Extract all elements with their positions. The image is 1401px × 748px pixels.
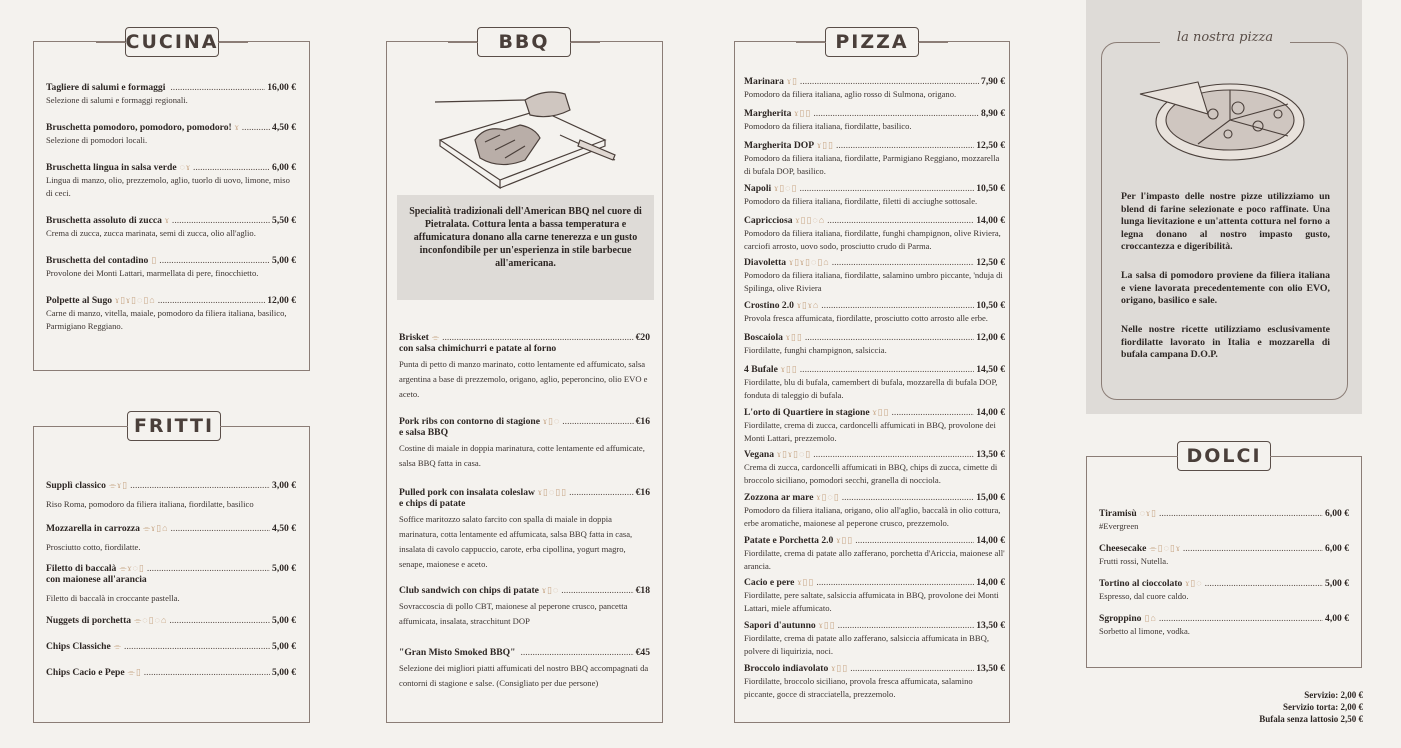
- item-price: 12,00 €: [976, 332, 1005, 343]
- item-name: Sgroppino: [1099, 613, 1142, 624]
- bbq-item: [399, 332, 650, 402]
- item-description: Carne di manzo, vitella, maiale, pomodoro da filiera italiana, basilico, Parmigiano Reggiano.: [46, 308, 287, 331]
- item-price: 5,00 €: [272, 667, 296, 678]
- dietary-icons: ⌯▯◌▯ɤ: [1149, 543, 1181, 553]
- item-price: 5,00 €: [272, 615, 296, 626]
- item-price: €20: [635, 332, 650, 343]
- item-line: [1099, 613, 1349, 624]
- pizza-item: [744, 535, 1005, 572]
- item-name: Crostino 2.0: [744, 300, 794, 311]
- item-line: [399, 416, 650, 427]
- item-name: Filetto di baccalà: [46, 563, 117, 574]
- pizza-item: [744, 364, 1005, 401]
- item-line: [1099, 543, 1349, 554]
- item-name: Capricciosa: [744, 215, 793, 226]
- item-price: 6,00 €: [1325, 508, 1349, 519]
- dot-leader: [520, 647, 633, 658]
- dot-leader: [855, 535, 974, 546]
- item-name: Tortino al cioccolato: [1099, 578, 1183, 589]
- item-price: 14,00 €: [976, 535, 1005, 546]
- item-line: [46, 563, 296, 574]
- dietary-icons: ɤ▯◌▯: [816, 492, 840, 502]
- item-line: [744, 108, 1005, 119]
- dot-leader: [813, 108, 979, 119]
- item-line: [744, 449, 1005, 460]
- item-name: Bruschetta pomodoro, pomodoro, pomodoro!: [46, 122, 232, 133]
- item-name: Chips Cacio e Pepe: [46, 667, 125, 678]
- dietary-icons: ɤ▯◌: [541, 585, 560, 595]
- nostra-pizza-paragraph-1: Per l'impasto delle nostre pizze utilizziamo un blend di farine selezionate e poco raffinate. Una lunga lievitazione e un'attenta cottura nel forno a legna donano al nostro impasto gusto, croccantezza e digeribilità.: [1121, 191, 1330, 253]
- dot-leader: [842, 492, 975, 503]
- fritti-item: [46, 667, 296, 678]
- item-name: 4 Bufale: [744, 364, 778, 375]
- item-line: [1099, 508, 1349, 519]
- dietary-icons: ▯⌂: [1144, 613, 1157, 623]
- item-line: [46, 255, 296, 266]
- dietary-icons: ɤ▯▯: [836, 535, 854, 545]
- dot-leader: [171, 523, 271, 534]
- item-name: Margherita DOP: [744, 140, 815, 151]
- dolci-item: [1099, 508, 1349, 533]
- dietary-icons: ɤ▯▯: [817, 140, 834, 150]
- item-description: Fiordilatte, crema di patate allo zafferano, salsiccia affumicata in BBQ, polvere di liquirizia, noci.: [744, 633, 989, 656]
- item-name: Broccolo indiavolato: [744, 663, 829, 674]
- item-description: Filetto di baccalà in croccante pastella.: [46, 593, 180, 603]
- dietary-icons: ɤ▯ɤ⌂: [796, 300, 820, 310]
- bbq-item: [399, 416, 650, 471]
- pizza-item: [744, 300, 1005, 325]
- item-price: 12,50 €: [976, 140, 1005, 151]
- pizza-item: [744, 332, 1005, 357]
- item-subtitle: e salsa BBQ: [399, 427, 449, 438]
- item-description: Selezione dei migliori piatti affumicati del nostro BBQ accompagnati da contorni di stagione e salse. (Consigliato per due persone): [399, 663, 649, 688]
- bbq-illustration: [430, 80, 620, 190]
- item-description: Sovraccoscia di pollo CBT, maionese al peperone crusco, pancetta affumicata, insalata, stracchitunt DOP: [399, 601, 628, 626]
- item-description: Fiordilatte, pere saltate, salsiccia affumicata in BBQ, provolone dei Monti Lattari, miele affumicato.: [744, 590, 999, 613]
- pizza-title: PIZZA: [825, 27, 919, 57]
- item-price: 3,00 €: [272, 480, 296, 491]
- dot-leader: [562, 416, 633, 427]
- item-line: [744, 492, 1005, 503]
- dot-leader: [813, 449, 974, 460]
- item-line: [46, 480, 296, 491]
- item-line: [46, 523, 296, 534]
- item-price: 4,00 €: [1325, 613, 1349, 624]
- item-description: Pomodoro da filiera italiana, fiordilatte, Parmigiano Reggiano, mozzarella di bufala DOP, basilico.: [744, 153, 1000, 176]
- bbq-item: [399, 487, 650, 572]
- dietary-icons: ɤ▯ɤ▯◌▯⌂: [789, 257, 830, 267]
- item-name: Cheesecake: [1099, 543, 1147, 554]
- item-price: 7,90 €: [981, 76, 1005, 87]
- item-description: Selezione di salumi e formaggi regionali.: [46, 95, 188, 105]
- item-price: 5,00 €: [1325, 578, 1349, 589]
- dot-leader: [850, 663, 974, 674]
- dot-leader: [832, 257, 975, 268]
- item-line: [46, 162, 296, 173]
- dolci-item: [1099, 613, 1349, 638]
- dot-leader: [821, 300, 974, 311]
- pizza-item: [744, 140, 1005, 177]
- pizza-item: [744, 108, 1005, 133]
- item-price: 5,00 €: [272, 563, 296, 574]
- item-line: [46, 215, 296, 226]
- dietary-icons: ɤ▯◌: [1185, 578, 1203, 588]
- item-price: €16: [635, 487, 650, 498]
- item-description: Pomodoro da filiera italiana, fiordilatte, funghi champignon, olive Riviera, carciofi arrosto, uovo sodo, prosciutto crudo di Parma.: [744, 228, 1001, 251]
- item-price: 6,00 €: [272, 162, 296, 173]
- dietary-icons: ɤ▯ɤ▯◌▯: [777, 449, 812, 459]
- item-price: €18: [635, 585, 650, 596]
- dot-leader: [172, 215, 270, 226]
- item-line: [46, 667, 296, 678]
- dietary-icons: ⌯▯: [127, 667, 142, 677]
- item-price: 14,50 €: [976, 364, 1005, 375]
- item-price: €45: [635, 647, 650, 658]
- item-name: Marinara: [744, 76, 784, 87]
- item-description: Pomodoro da filiera italiana, fiordilatte, filetti di acciughe sottosale.: [744, 196, 978, 206]
- item-description: Riso Roma, pomodoro da filiera italiana, fiordilatte, basilico: [46, 499, 254, 509]
- item-price: 10,50 €: [976, 300, 1005, 311]
- item-name: Nuggets di porchetta: [46, 615, 132, 626]
- fritti-item: [46, 615, 296, 626]
- dietary-icons: ⌯ɤ◌▯: [119, 563, 145, 573]
- item-price: 13,50 €: [976, 449, 1005, 460]
- dot-leader: [1159, 613, 1323, 624]
- dot-leader: [569, 487, 633, 498]
- dot-leader: [1205, 578, 1323, 589]
- item-description: Pomodoro da filiera italiana, fiordilatte, salamino umbro piccante, 'nduja di Spilinga, olive Riviera: [744, 270, 1003, 293]
- item-line: [46, 295, 296, 306]
- item-name: Patate e Porchetta 2.0: [744, 535, 834, 546]
- item-name: Pork ribs con contorno di stagione: [399, 416, 540, 427]
- item-line: [744, 140, 1005, 151]
- item-line: [744, 76, 1005, 87]
- item-price: 6,00 €: [1325, 543, 1349, 554]
- dot-leader: [838, 620, 975, 631]
- dot-leader: [836, 140, 974, 151]
- item-name: Zozzona ar mare: [744, 492, 814, 503]
- item-line: [399, 487, 650, 498]
- dietary-icons: ɤ▯▯: [872, 407, 890, 417]
- pizza-item: [744, 577, 1005, 614]
- item-description: Punta di petto di manzo marinato, cotto lentamente ed affumicato, salsa argentina a base di prezzemolo, origano, aglio, peperoncino, olio EVO e aceto.: [399, 359, 648, 399]
- item-line: [1099, 578, 1349, 589]
- bbq-item: [399, 647, 650, 691]
- item-description: Fiordilatte, funghi champignon, salsiccia.: [744, 345, 887, 355]
- dot-leader: [124, 641, 270, 652]
- dot-leader: [169, 615, 270, 626]
- item-description: Pomodoro da filiera italiana, origano, olio all'aglio, baccalà in olio cottura, erbe aromatiche, maionese al peperone crusco, prezzemolo.: [744, 505, 1001, 528]
- cucina-item: [46, 122, 296, 147]
- dot-leader: [147, 563, 270, 574]
- fritti-item: [46, 523, 296, 554]
- dot-leader: [800, 364, 974, 375]
- dietary-icons: ◌ɤ: [179, 162, 191, 172]
- item-line: [399, 332, 650, 343]
- nostra-pizza-paragraph-2: La salsa di pomodoro proviene da filiera italiana e viene lavorata precedentemente con olio EVO, origano, basilico e sale.: [1121, 270, 1330, 307]
- item-line: [744, 215, 1005, 226]
- dietary-icons: ɤ▯▯: [794, 108, 812, 118]
- item-line: [744, 332, 1005, 343]
- pizza-illustration: [1138, 74, 1310, 166]
- dot-leader: [561, 585, 633, 596]
- bbq-title: BBQ: [477, 27, 571, 57]
- pizza-item: [744, 449, 1005, 486]
- item-name: Boscaiola: [744, 332, 783, 343]
- item-description: Frutti rossi, Nutella.: [1099, 556, 1169, 566]
- item-price: 4,50 €: [272, 122, 296, 133]
- item-price: 12,00 €: [267, 295, 296, 306]
- item-line: [744, 364, 1005, 375]
- item-description: Soffice maritozzo salato farcito con spalla di maiale in doppia marinatura, cotta lentamente ed affumicata, salsa BBQ fatta in casa, insalata di cavolo cappuccio, carote, erba cipollina, yogurt magro, senape, maionese e aceto.: [399, 514, 633, 569]
- item-description: Fiordilatte, crema di zucca, cardoncelli affumicati in BBQ, provolone dei Monti Lattari, prezzemolo.: [744, 420, 996, 443]
- dietary-icons: ɤ▯◌: [542, 416, 561, 426]
- item-description: Costine di maiale in doppia marinatura, cotte lentamente ed affumicate, salsa BBQ fatta in casa.: [399, 443, 645, 468]
- pizza-item: [744, 183, 1005, 208]
- item-description: Pomodoro da filiera italiana, fiordilatte, basilico.: [744, 121, 912, 131]
- dietary-icons: ɤ▯◌▯: [774, 183, 798, 193]
- dot-leader: [442, 332, 634, 343]
- item-line: [744, 300, 1005, 311]
- dolci-title: DOLCI: [1177, 441, 1271, 471]
- item-description: Provolone dei Monti Lattari, marmellata di pere, finocchietto.: [46, 268, 259, 278]
- item-name: Bruschetta del contadino: [46, 255, 149, 266]
- item-price: 14,00 €: [976, 407, 1005, 418]
- item-line: [46, 641, 296, 652]
- dietary-icons: ⌯: [113, 641, 122, 651]
- item-description: Prosciutto cotto, fiordilatte.: [46, 542, 141, 552]
- dot-leader: [892, 407, 975, 418]
- cucina-item: [46, 162, 296, 199]
- item-description: Fiordilatte, crema di patate allo zafferano, porchetta d'Ariccia, maionese all' arancia.: [744, 548, 1005, 571]
- item-name: Diavoletta: [744, 257, 787, 268]
- dietary-icons: ⌯: [431, 332, 441, 342]
- item-name: Margherita: [744, 108, 792, 119]
- item-line: [399, 647, 650, 658]
- pizza-item: [744, 620, 1005, 657]
- cucina-item: [46, 82, 296, 107]
- dietary-icons: ɤ▯ɤ▯◌▯⌂: [115, 295, 156, 305]
- item-name: Tiramisù: [1099, 508, 1137, 519]
- dolci-item: [1099, 543, 1349, 568]
- item-description: Lingua di manzo, olio, prezzemolo, aglio, tuorlo di uovo, limone, miso di ceci.: [46, 175, 290, 198]
- item-price: 16,00 €: [267, 82, 296, 93]
- dietary-icons: ɤ: [164, 215, 170, 225]
- item-name: Napoli: [744, 183, 772, 194]
- item-description: Crema di zucca, zucca marinata, semi di zucca, olio all'aglio.: [46, 228, 256, 238]
- item-name: Bruschetta assoluto di zucca: [46, 215, 162, 226]
- item-line: [744, 183, 1005, 194]
- dietary-icons: ɤ▯◌▯▯: [537, 487, 568, 497]
- item-name: Brisket: [399, 332, 429, 343]
- item-line: [744, 663, 1005, 674]
- item-description: #Evergreen: [1099, 521, 1139, 531]
- item-name: Pulled pork con insalata coleslaw: [399, 487, 535, 498]
- dietary-icons: ɤ▯▯: [785, 332, 803, 342]
- fritti-item: [46, 563, 296, 605]
- dietary-icons: ⌯ɤ▯⌂: [142, 523, 169, 533]
- dot-leader: [130, 480, 270, 491]
- dot-leader: [827, 215, 974, 226]
- dietary-icons: ⌯◌▯◌⌂: [134, 615, 168, 625]
- cucina-item: [46, 215, 296, 240]
- dot-leader: [242, 122, 270, 133]
- dot-leader: [159, 255, 270, 266]
- item-name: Polpette al Sugo: [46, 295, 113, 306]
- item-price: 13,50 €: [976, 663, 1005, 674]
- dietary-icons: ◌ɤ▯: [1139, 508, 1157, 518]
- bbq-intro: Specialità tradizionali dell'American BBQ nel cuore di Pietralata. Cottura lenta a bassa temperatura e affumicatura donano alla carne tenerezza e un gusto inconfondibile per un'esperienza in stile barbecue all'americana.: [397, 195, 654, 300]
- item-price: 13,50 €: [976, 620, 1005, 631]
- item-subtitle: con salsa chimichurri e patate al forno: [399, 343, 557, 354]
- item-description: Pomodoro da filiera italiana, aglio rosso di Sulmona, origano.: [744, 89, 957, 99]
- pizza-item: [744, 663, 1005, 700]
- item-name: Supplì classico: [46, 480, 106, 491]
- cucina-item: [46, 255, 296, 280]
- item-price: 4,50 €: [272, 523, 296, 534]
- item-line: [744, 257, 1005, 268]
- item-description: Fiordilatte, blu di bufala, camembert di bufala, mozzarella di bufala DOP, fonduta di taleggio di bufala.: [744, 377, 998, 400]
- item-description: Selezione di pomodori locali.: [46, 135, 148, 145]
- dot-leader: [816, 577, 974, 588]
- item-price: 12,50 €: [976, 257, 1005, 268]
- item-line: [46, 122, 296, 133]
- item-price: 5,50 €: [272, 215, 296, 226]
- item-line: [744, 577, 1005, 588]
- nostra-pizza-title: la nostra pizza: [1160, 30, 1290, 45]
- dolci-item: [1099, 578, 1349, 603]
- item-price: 10,50 €: [976, 183, 1005, 194]
- item-line: [46, 615, 296, 626]
- item-line: [399, 585, 650, 596]
- dietary-icons: ɤ▯▯: [831, 663, 849, 673]
- dot-leader: [158, 295, 266, 306]
- pizza-item: [744, 215, 1005, 252]
- dietary-icons: ɤ: [234, 122, 240, 132]
- item-price: 14,00 €: [976, 577, 1005, 588]
- pizza-item: [744, 257, 1005, 294]
- item-name: Chips Classiche: [46, 641, 111, 652]
- item-line: [744, 535, 1005, 546]
- dot-leader: [800, 76, 979, 87]
- item-price: 14,00 €: [976, 215, 1005, 226]
- item-line: [744, 407, 1005, 418]
- fritti-item: [46, 641, 296, 652]
- cucina-item: [46, 295, 296, 332]
- dietary-icons: ɤ▯▯◌⌂: [795, 215, 826, 225]
- item-name: Tagliere di salumi e formaggi: [46, 82, 166, 93]
- item-description: Espresso, dal cuore caldo.: [1099, 591, 1189, 601]
- item-price: 15,00 €: [976, 492, 1005, 503]
- pizza-item: [744, 407, 1005, 444]
- fritti-item: [46, 480, 296, 511]
- item-name: Mozzarella in carrozza: [46, 523, 140, 534]
- item-price: 5,00 €: [272, 641, 296, 652]
- item-description: Fiordilatte, broccolo siciliano, provola fresca affumicata, salamino piccante, gocce di stracciatella, prezzemolo.: [744, 676, 973, 699]
- item-name: Club sandwich con chips di patate: [399, 585, 539, 596]
- item-subtitle: con maionese all'arancia: [46, 574, 147, 585]
- dot-leader: [1183, 543, 1323, 554]
- dietary-icons: ▯: [151, 255, 158, 265]
- item-line: [744, 620, 1005, 631]
- item-description: Sorbetto al limone, vodka.: [1099, 626, 1190, 636]
- dot-leader: [799, 183, 974, 194]
- footer-servizio: Servizio: 2,00 €: [1304, 690, 1363, 700]
- pizza-item: [744, 76, 1005, 101]
- item-description: Crema di zucca, cardoncelli affumicati in BBQ, chips di zucca, cimette di broccolo siciliano, pomodori secchi, granella di nocciola.: [744, 462, 998, 485]
- dietary-icons: ɤ▯▯: [780, 364, 798, 374]
- dietary-icons: ɤ▯▯: [818, 620, 836, 630]
- item-price: €16: [635, 416, 650, 427]
- dietary-icons: ⌯ɤ▯: [108, 480, 129, 490]
- item-name: Vegana: [744, 449, 775, 460]
- bbq-item: [399, 585, 650, 629]
- nostra-pizza-paragraph-3: Nelle nostre ricette utilizziamo esclusivamente fiordilatte lavorato in Italia e mozzarella di bufala campana D.O.P.: [1121, 324, 1330, 361]
- item-name: L'orto di Quartiere in stagione: [744, 407, 870, 418]
- item-name: Sapori d'autunno: [744, 620, 816, 631]
- fritti-title: FRITTI: [127, 411, 221, 441]
- item-line: [46, 82, 296, 93]
- item-name: "Gran Misto Smoked BBQ": [399, 647, 516, 658]
- dot-leader: [1159, 508, 1323, 519]
- dot-leader: [170, 82, 265, 93]
- dot-leader: [144, 667, 270, 678]
- item-name: Cacio e pere: [744, 577, 795, 588]
- dot-leader: [193, 162, 270, 173]
- item-description: Provola fresca affumicata, fiordilatte, prosciutto cotto arrosto alle erbe.: [744, 313, 988, 323]
- item-name: Bruschetta lingua in salsa verde: [46, 162, 177, 173]
- footer-bufala: Bufala senza lattosio 2,50 €: [1259, 714, 1363, 724]
- footer-servizio-torta: Servizio torta: 2,00 €: [1283, 702, 1363, 712]
- pizza-item: [744, 492, 1005, 529]
- item-price: 5,00 €: [272, 255, 296, 266]
- item-subtitle: e chips di patate: [399, 498, 466, 509]
- item-price: 8,90 €: [981, 108, 1005, 119]
- cucina-title: CUCINA: [125, 27, 219, 57]
- dietary-icons: ɤ▯: [786, 76, 798, 86]
- dietary-icons: ɤ▯▯: [797, 577, 815, 587]
- dot-leader: [805, 332, 974, 343]
